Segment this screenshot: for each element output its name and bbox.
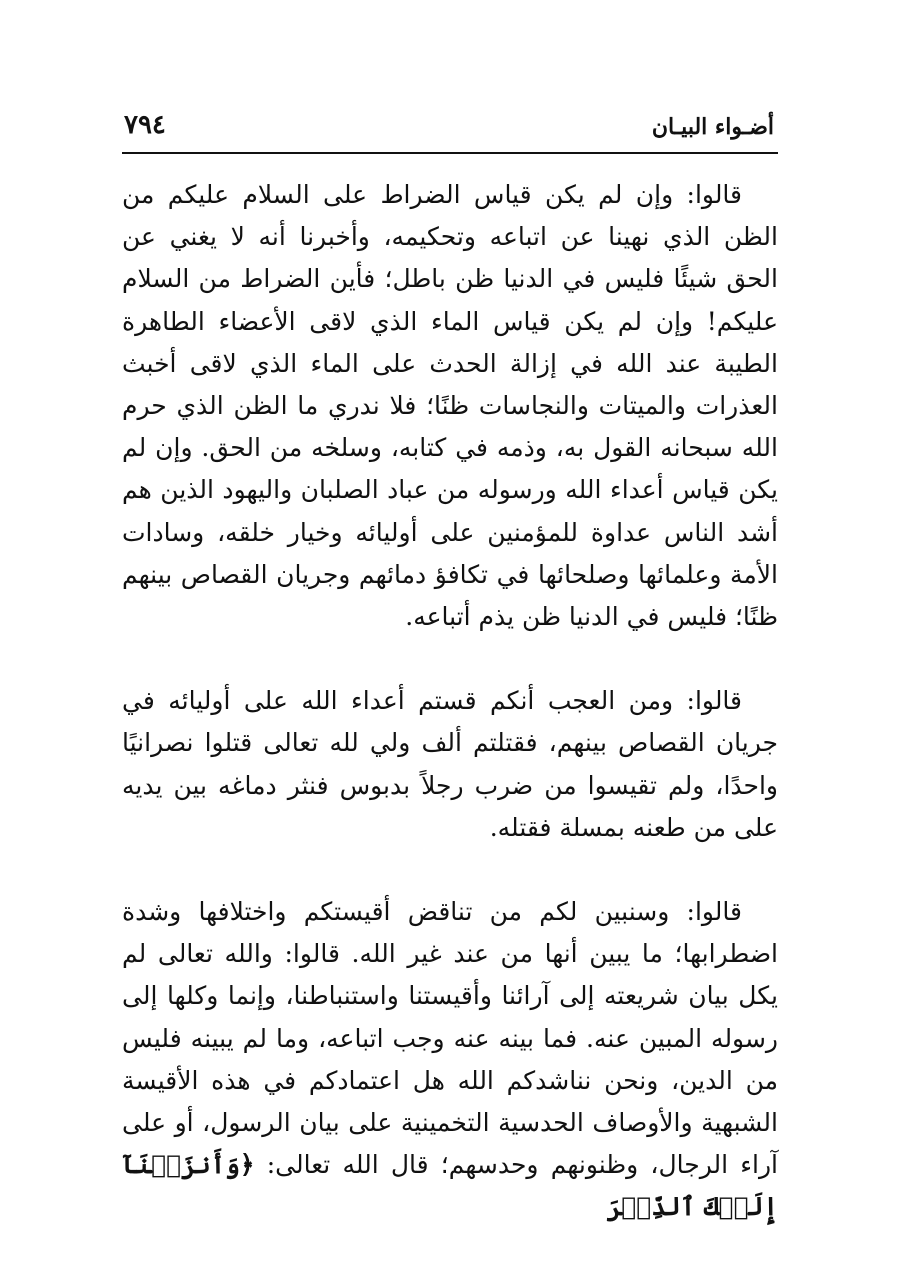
book-title: أضـواء البيـان [651,114,774,140]
page-body [122,174,778,1229]
quran-verse: ﴿وَأَنزَلۡنَآ إِلَيۡكَ ٱلذِّكۡرَ [122,1150,778,1222]
paragraph-text: قالوا: ومن العجب أنكم قستم أعداء الله على أوليائه في جريان القصاص بينهم، فقتلتم ألف ولي لله تعالى قتلوا نصرانيًا واحدًا، ولم تقيسوا من ضرب رجلاً بدبوس فنثر دماغه بين يديه على من طعنه بمسلة فقتله. [122,686,778,842]
page-header [122,100,778,154]
page [122,100,778,1271]
paragraph [122,891,778,1229]
paragraph [122,680,778,849]
paragraph [122,174,778,638]
paragraph-text: قالوا: وسنبين لكم من تناقض أقيستكم واختلافها وشدة اضطرابها؛ ما يبين أنها من عند غير الله. قالوا: والله تعالى لم يكل بيان شريعته إلى آرائنا وأقيستنا واستنباطنا، وإنما وكلها إلى رسوله المبين عنه. فما بينه عنه وجب اتباعه، وما لم يبينه فليس من الدين، ونحن نناشدكم الله هل اعتمادكم في هذه الأقيسة الشبهية والأوصاف الحدسية التخمينية على بيان الرسول، أو على آراء الرجال، وظنونهم وحدسهم؛ قال الله تعالى: [122,897,778,1180]
page-number: ٧٩٤ [124,110,166,140]
paragraph-text: قالوا: وإن لم يكن قياس الضراط على السلام عليكم من الظن الذي نهينا عن اتباعه وتحكيمه، وأخبرنا أنه لا يغني عن الحق شيئًا فليس في الدنيا ظن باطل؛ فأين الضراط من السلام عليكم! وإن لم يكن قياس الماء الذي لاقى الأعضاء الطاهرة الطيبة عند الله في إزالة الحدث على الماء الذي لاقى أخبث العذرات والميتات والنجاسات ظنًا؛ فلا ندري ما الظن الذي حرم الله سبحانه القول به، وذمه في كتابه، وسلخه من الحق. وإن لم يكن قياس أعداء الله ورسوله من عباد الصلبان واليهود الذين هم أشد الناس عداوة للمؤمنين على أوليائه وخيار خلقه، وسادات الأمة وعلمائها وصلحائها في تكافؤ دمائهم وجريان القصاص بينهم ظنًا؛ فليس في الدنيا ظن يذم أتباعه. [122,180,778,632]
